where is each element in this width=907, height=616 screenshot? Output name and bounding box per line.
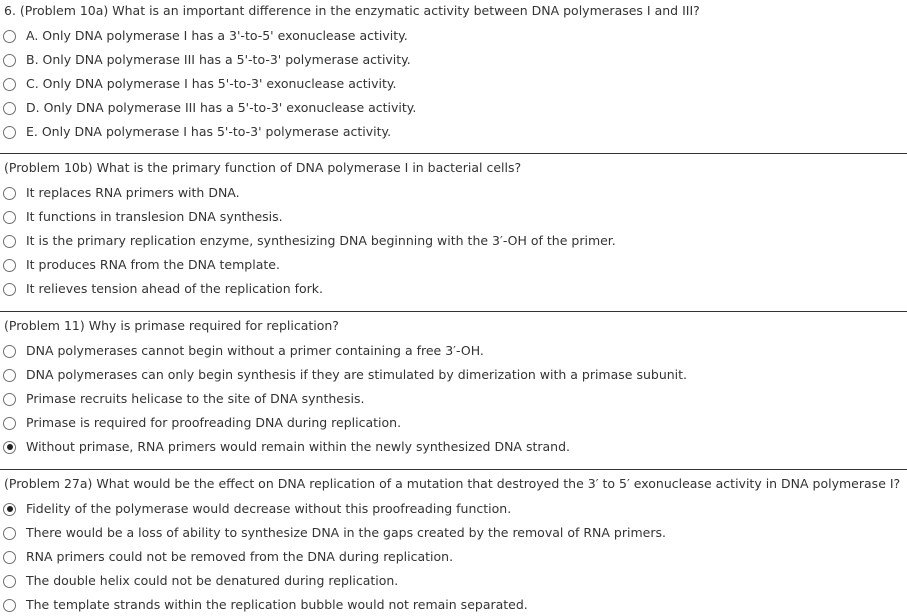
option-label: It produces RNA from the DNA template. <box>26 257 280 272</box>
option-label: It is the primary replication enzyme, synthesizing DNA beginning with the 3′-OH of the primer. <box>26 233 616 248</box>
option-label: There would be a loss of ability to synthesize DNA in the gaps created by the removal of RNA primers. <box>26 525 666 540</box>
option-q2-d[interactable] <box>0 255 900 275</box>
option-label: Fidelity of the polymerase would decrease without this proofreading function. <box>26 501 512 516</box>
radio-button[interactable] <box>3 575 16 588</box>
question-divider <box>0 311 907 312</box>
option-q2-e[interactable] <box>0 279 900 299</box>
option-label: The template strands within the replication bubble would not remain separated. <box>26 597 528 612</box>
option-q2-b[interactable] <box>0 207 900 227</box>
option-label: B. Only DNA polymerase III has a 5'-to-3' polymerase activity. <box>26 52 411 67</box>
option-q1-c[interactable] <box>0 74 900 94</box>
radio-button[interactable] <box>3 441 16 454</box>
option-q4-b[interactable] <box>0 523 900 543</box>
option-q3-a[interactable] <box>0 341 900 361</box>
question-text: (Problem 10b) What is the primary function of DNA polymerase I in bacterial cells? <box>4 160 522 175</box>
radio-button[interactable] <box>3 369 16 382</box>
option-q3-c[interactable] <box>0 389 900 409</box>
option-q4-d[interactable] <box>0 571 900 591</box>
radio-button[interactable] <box>3 102 16 115</box>
radio-button[interactable] <box>3 235 16 248</box>
option-q2-c[interactable] <box>0 231 900 251</box>
radio-button[interactable] <box>3 30 16 43</box>
option-q1-d[interactable] <box>0 98 900 118</box>
option-label: DNA polymerases cannot begin without a primer containing a free 3′-OH. <box>26 343 484 358</box>
option-label: Primase is required for proofreading DNA during replication. <box>26 415 402 430</box>
option-label: C. Only DNA polymerase I has 5'-to-3' exonuclease activity. <box>26 76 397 91</box>
radio-button[interactable] <box>3 54 16 67</box>
option-q1-a[interactable] <box>0 26 900 46</box>
radio-button[interactable] <box>3 599 16 612</box>
option-label: It relieves tension ahead of the replication fork. <box>26 281 324 296</box>
option-label: The double helix could not be denatured during replication. <box>26 573 399 588</box>
radio-button[interactable] <box>3 211 16 224</box>
radio-button[interactable] <box>3 551 16 564</box>
option-label: Primase recruits helicase to the site of DNA synthesis. <box>26 391 365 406</box>
question-divider <box>0 153 907 154</box>
option-label: DNA polymerases can only begin synthesis if they are stimulated by dimerization with a primase subunit. <box>26 367 688 382</box>
question-text: 6. (Problem 10a) What is an important difference in the enzymatic activity between DNA polymerases I and III? <box>4 3 700 18</box>
option-q3-b[interactable] <box>0 365 900 385</box>
option-label: D. Only DNA polymerase III has a 5'-to-3' exonuclease activity. <box>26 100 417 115</box>
option-label: It functions in translesion DNA synthesis. <box>26 209 283 224</box>
option-label: Without primase, RNA primers would remain within the newly synthesized DNA strand. <box>26 439 570 454</box>
question-text: (Problem 27a) What would be the effect on DNA replication of a mutation that destroyed the 3′ to 5′ exonuclease activity in DNA polymerase I? <box>4 476 901 491</box>
radio-button[interactable] <box>3 187 16 200</box>
option-q3-d[interactable] <box>0 413 900 433</box>
option-q4-a[interactable] <box>0 499 900 519</box>
radio-button[interactable] <box>3 527 16 540</box>
option-label: A. Only DNA polymerase I has a 3'-to-5' exonuclease activity. <box>26 28 408 43</box>
option-q3-e[interactable] <box>0 437 900 457</box>
option-q1-b[interactable] <box>0 50 900 70</box>
radio-button[interactable] <box>3 259 16 272</box>
option-label: RNA primers could not be removed from the DNA during replication. <box>26 549 454 564</box>
radio-button[interactable] <box>3 393 16 406</box>
radio-button[interactable] <box>3 417 16 430</box>
option-label: It replaces RNA primers with DNA. <box>26 185 240 200</box>
radio-button[interactable] <box>3 126 16 139</box>
option-q4-c[interactable] <box>0 547 900 567</box>
radio-button[interactable] <box>3 503 16 516</box>
option-q4-e[interactable] <box>0 595 900 615</box>
option-q1-e[interactable] <box>0 122 900 142</box>
option-q2-a[interactable] <box>0 183 900 203</box>
radio-button[interactable] <box>3 283 16 296</box>
radio-button[interactable] <box>3 78 16 91</box>
option-label: E. Only DNA polymerase I has 5'-to-3' polymerase activity. <box>26 124 392 139</box>
question-divider <box>0 469 907 470</box>
question-text: (Problem 11) Why is primase required for replication? <box>4 318 339 333</box>
radio-button[interactable] <box>3 345 16 358</box>
